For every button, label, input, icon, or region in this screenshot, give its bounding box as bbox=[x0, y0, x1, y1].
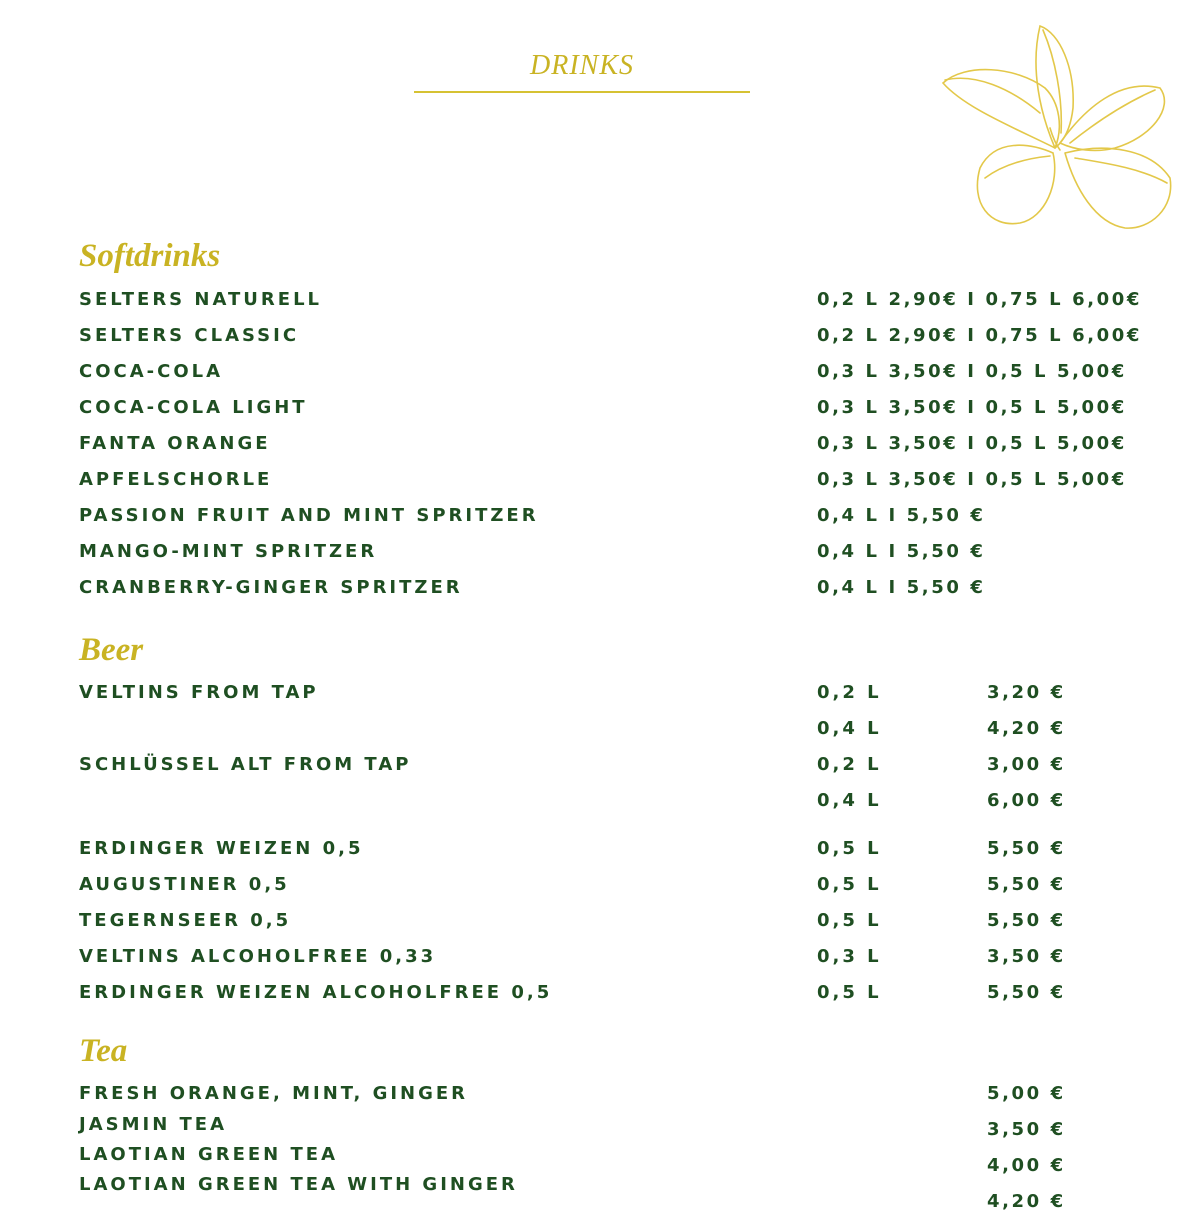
item-name: COCA-COLA LIGHT bbox=[79, 397, 308, 418]
item-price: 4,00 € bbox=[987, 1155, 1066, 1176]
item-price: 0,3 L 3,50€ I 0,5 L 5,00€ bbox=[817, 361, 1127, 382]
menu-item bbox=[0, 321, 1200, 351]
item-size: 0,4 L bbox=[817, 790, 882, 811]
menu-item bbox=[0, 870, 1200, 900]
menu-item bbox=[0, 285, 1200, 315]
item-price: 0,4 L I 5,50 € bbox=[817, 505, 986, 526]
item-size: 0,3 L bbox=[817, 946, 882, 967]
menu-item bbox=[0, 1170, 1200, 1212]
menu-item bbox=[0, 501, 1200, 531]
item-name: VELTINS FROM TAP bbox=[79, 682, 319, 703]
menu-item bbox=[0, 393, 1200, 423]
item-name: APFELSCHORLE bbox=[79, 469, 273, 490]
item-name: LAOTIAN GREEN TEA WITH GINGER bbox=[79, 1174, 518, 1195]
menu-item bbox=[0, 834, 1200, 864]
item-name: SELTERS NATURELL bbox=[79, 289, 323, 310]
item-price: 6,00 € bbox=[987, 790, 1066, 811]
item-price: 0,4 L I 5,50 € bbox=[817, 541, 986, 562]
menu-item bbox=[0, 678, 1200, 708]
item-price: 5,50 € bbox=[987, 874, 1066, 895]
item-price: 5,50 € bbox=[987, 838, 1066, 859]
item-name: AUGUSTINER 0,5 bbox=[79, 874, 290, 895]
item-size: 0,4 L bbox=[817, 718, 882, 739]
item-name: SELTERS CLASSIC bbox=[79, 325, 300, 346]
item-price: 3,50 € bbox=[987, 1119, 1066, 1140]
item-name: LAOTIAN GREEN TEA bbox=[79, 1144, 339, 1165]
menu-item bbox=[0, 357, 1200, 387]
item-price: 0,3 L 3,50€ I 0,5 L 5,00€ bbox=[817, 397, 1127, 418]
menu-item bbox=[0, 537, 1200, 567]
item-name: FRESH ORANGE, MINT, GINGER bbox=[79, 1083, 469, 1104]
frangipani-flower-icon bbox=[935, 18, 1185, 238]
item-name: TEGERNSEER 0,5 bbox=[79, 910, 292, 931]
item-price: 3,00 € bbox=[987, 754, 1066, 775]
item-price: 4,20 € bbox=[987, 718, 1066, 739]
menu-item bbox=[0, 786, 1200, 816]
item-size: 0,2 L bbox=[817, 682, 882, 703]
item-price: 0,2 L 2,90€ I 0,75 L 6,00€ bbox=[817, 325, 1143, 346]
item-price: 5,50 € bbox=[987, 982, 1066, 1003]
page-title: DRINKS bbox=[530, 50, 634, 81]
item-price: 3,50 € bbox=[987, 946, 1066, 967]
menu-item bbox=[0, 1140, 1200, 1176]
menu-item bbox=[0, 750, 1200, 780]
item-price: 0,2 L 2,90€ I 0,75 L 6,00€ bbox=[817, 289, 1143, 310]
item-name: ERDINGER WEIZEN 0,5 bbox=[79, 838, 364, 859]
item-name: ERDINGER WEIZEN ALCOHOLFREE 0,5 bbox=[79, 982, 553, 1003]
menu-item bbox=[0, 906, 1200, 936]
item-price: 0,3 L 3,50€ I 0,5 L 5,00€ bbox=[817, 469, 1127, 490]
item-name: MANGO-MINT SPRITZER bbox=[79, 541, 378, 562]
menu-item bbox=[0, 429, 1200, 459]
item-size: 0,2 L bbox=[817, 754, 882, 775]
section-title-tea: Tea bbox=[79, 1033, 128, 1069]
menu-item bbox=[0, 1110, 1200, 1140]
menu-item bbox=[0, 714, 1200, 744]
item-name: COCA-COLA bbox=[79, 361, 224, 382]
item-name: CRANBERRY-GINGER SPRITZER bbox=[79, 577, 463, 598]
item-price: 3,20 € bbox=[987, 682, 1066, 703]
item-price: 0,4 L I 5,50 € bbox=[817, 577, 986, 598]
title-underline bbox=[414, 91, 750, 93]
item-price: 5,00 € bbox=[987, 1083, 1066, 1104]
item-name: FANTA ORANGE bbox=[79, 433, 271, 454]
item-name: VELTINS ALCOHOLFREE 0,33 bbox=[79, 946, 437, 967]
item-name: SCHLÜSSEL ALT FROM TAP bbox=[79, 754, 412, 775]
item-price: 4,20 € bbox=[987, 1191, 1066, 1212]
section-title-beer: Beer bbox=[79, 632, 144, 668]
item-price: 5,50 € bbox=[987, 910, 1066, 931]
item-name: PASSION FRUIT AND MINT SPRITZER bbox=[79, 505, 539, 526]
item-size: 0,5 L bbox=[817, 982, 882, 1003]
menu-item bbox=[0, 942, 1200, 972]
menu-item bbox=[0, 1079, 1200, 1109]
menu-item bbox=[0, 978, 1200, 1008]
item-name: JASMIN TEA bbox=[79, 1114, 228, 1135]
menu-item bbox=[0, 465, 1200, 495]
item-price: 0,3 L 3,50€ I 0,5 L 5,00€ bbox=[817, 433, 1127, 454]
menu-item bbox=[0, 573, 1200, 603]
item-size: 0,5 L bbox=[817, 910, 882, 931]
item-size: 0,5 L bbox=[817, 874, 882, 895]
item-size: 0,5 L bbox=[817, 838, 882, 859]
section-title-softdrinks: Softdrinks bbox=[79, 238, 221, 274]
